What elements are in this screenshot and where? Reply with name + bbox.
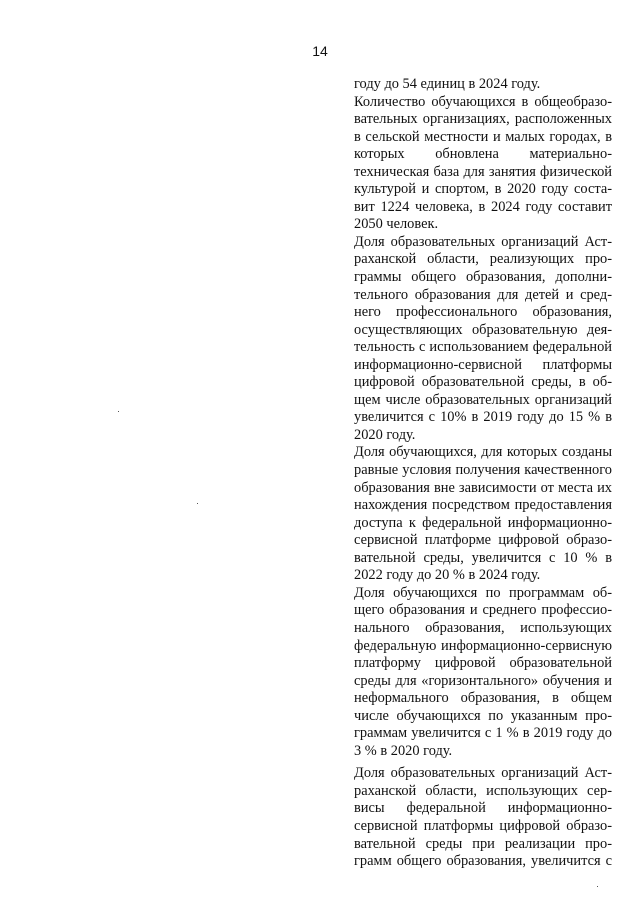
text-line: тельность с использованием федеральной [354,339,612,356]
text-line: тельного образования для детей и сред- [354,286,612,303]
text-line: висы федеральной информационно- [354,800,612,817]
document-body [354,76,612,871]
text-line: вательной среды при реализации про- [354,835,612,852]
text-line: образования вне зависимости от места их [354,479,612,496]
text-line: федеральную информационно-сервисную [354,637,612,654]
text-line: году до 54 единиц в 2024 году. [354,76,541,92]
text-line: вательной среды, увеличится с 10 % в [354,549,612,566]
text-line: равные условия получения качественного [354,462,612,479]
text-line: раханской области, использующих сер- [354,782,612,799]
text-line: в сельской местности и малых городах, в [354,128,612,145]
text-line: доступа к федеральной информационно- [354,514,612,531]
text-line: осуществляющих образовательную дея- [354,321,612,338]
text-line: нахождения посредством предоставления [354,497,612,514]
text-line: граммы общего образования, дополни- [354,269,612,286]
paragraph-2 [354,94,612,234]
text-line: неформального образования, в общем [354,690,612,707]
text-line: щего образования и среднего профессио- [354,602,612,619]
paragraph-5 [354,585,612,760]
text-line: раханской области, реализующих про- [354,251,612,268]
text-line: 3 % в 2020 году. [354,742,453,759]
text-line: сервисной платформы цифровой образо- [354,817,612,834]
text-line: вательных организациях, расположенных [354,111,612,128]
text-line: увеличится с 10% в 2019 году до 15 % в [354,409,612,426]
text-line: 2022 году до 20 % в 2024 году. [354,567,541,584]
paragraph-1 [354,76,612,94]
text-line: Количество обучающихся в общеобразо- [354,93,612,110]
scan-speck [197,503,198,504]
text-line: культурой и спортом, в 2020 году соста- [354,181,612,198]
text-line: Доля образовательных организаций Аст- [354,233,612,250]
text-line: вит 1224 человека, в 2024 году составит [354,198,612,215]
text-line: цифровой образовательной среды, в об- [354,374,612,391]
paragraph-4 [354,444,612,584]
text-line: сервисной платформе цифровой образо- [354,532,612,549]
text-line: него профессионального образования, [354,304,612,321]
text-line: Доля образовательных организаций Аст- [354,765,612,782]
text-line: щем числе образовательных организаций [354,391,612,408]
text-line: грамм общего образования, увеличится с [354,853,612,870]
scan-speck [597,886,598,887]
paragraph-6 [354,765,612,870]
text-line: граммам увеличится с 1 % в 2019 году до [354,725,612,742]
scan-speck [118,411,119,412]
text-line: платформу цифровой образовательной [354,655,612,672]
text-line: числе обучающихся по указанным про- [354,707,612,724]
text-line: которых обновлена материально- [354,146,612,163]
text-line: информационно-сервисной платформы [354,356,612,373]
text-line: техническая база для занятия физической [354,163,612,180]
page-number: 14 [312,43,328,59]
text-line: 2050 человек. [354,216,439,233]
text-line: нального образования, использующих [354,619,612,636]
text-line: 2020 году. [354,426,416,443]
text-line: Доля обучающихся по программам об- [354,584,612,601]
text-line: Доля обучающихся, для которых созданы [354,444,612,461]
text-line: среды для «горизонтального» обучения и [354,672,612,689]
paragraph-3 [354,234,612,445]
